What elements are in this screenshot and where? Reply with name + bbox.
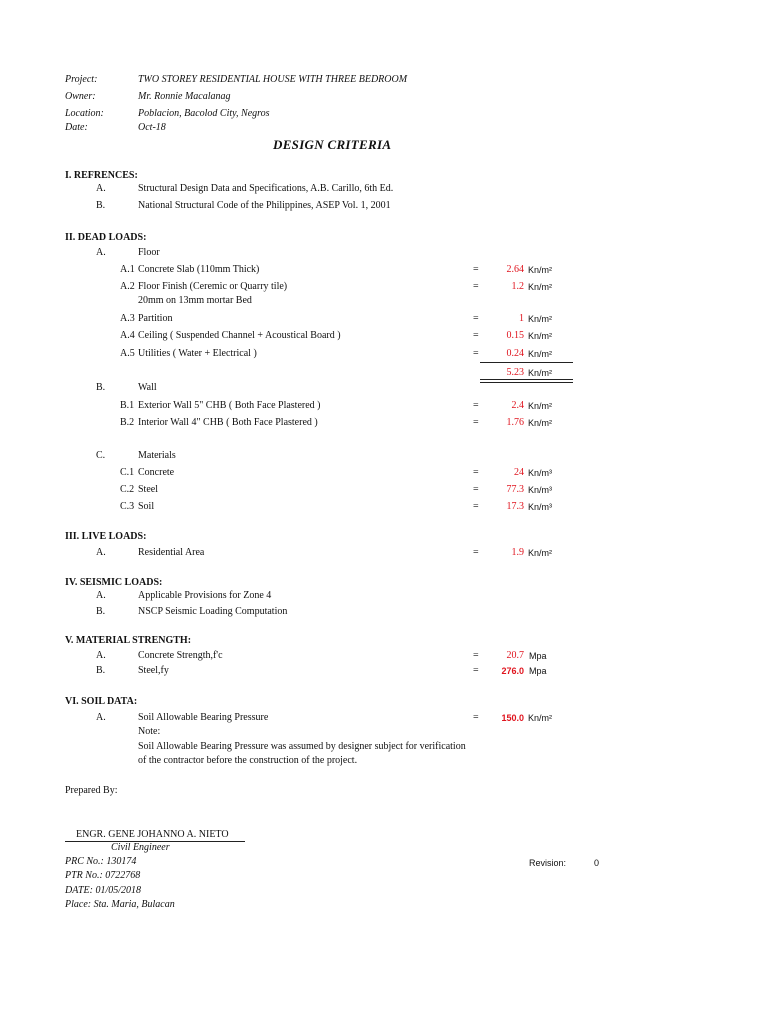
wall-letter: B. (96, 382, 106, 393)
references-heading: I. REFRENCES: (65, 170, 138, 181)
floor-total-unit: Kn/m² (528, 368, 553, 378)
a5-text: Utilities ( Water + Electrical ) (138, 348, 257, 359)
a3-unit: Kn/m² (528, 314, 553, 324)
live-a-unit: Kn/m² (528, 548, 553, 558)
wall-label: Wall (138, 382, 157, 393)
equals-sign: = (473, 330, 479, 341)
soil-a-unit: Kn/m² (528, 713, 553, 723)
equals-sign: = (473, 467, 479, 478)
owner-label: Owner: (65, 91, 96, 102)
equals-sign: = (473, 348, 479, 359)
materials-label: Materials (138, 450, 176, 461)
floor-letter: A. (96, 247, 106, 258)
ref-b-letter: B. (96, 200, 106, 211)
location-label: Location: (65, 108, 104, 119)
ms-b-unit: Mpa (529, 666, 547, 676)
a4-unit: Kn/m² (528, 331, 553, 341)
floor-label: Floor (138, 247, 160, 258)
live-a-text: Residential Area (138, 547, 205, 558)
seismic-b-text: NSCP Seismic Loading Computation (138, 606, 288, 617)
a3-text: Partition (138, 313, 173, 324)
ms-b-value: 276.0 (501, 666, 524, 676)
c2-value: 77.3 (506, 484, 524, 495)
note-line-2: of the contractor before the construction of the project. (138, 755, 358, 766)
live-a-letter: A. (96, 547, 106, 558)
equals-sign: = (473, 264, 479, 275)
ptr-number: PTR No.: 0722768 (65, 870, 141, 881)
a2-value: 1.2 (511, 281, 524, 292)
c2-text: Steel (138, 484, 158, 495)
a2-unit: Kn/m² (528, 282, 553, 292)
soil-a-value: 150.0 (501, 713, 524, 723)
c3-unit: Kn/m³ (528, 502, 553, 512)
a1-value: 2.64 (506, 264, 524, 275)
b1-text: Exterior Wall 5" CHB ( Both Face Plastered ) (138, 400, 321, 411)
a2-code: A.2 (120, 281, 135, 292)
ms-a-value: 20.7 (506, 650, 524, 661)
live-a-value: 1.9 (511, 547, 524, 558)
a5-code: A.5 (120, 348, 135, 359)
a5-unit: Kn/m² (528, 349, 553, 359)
prepared-by-label: Prepared By: (65, 785, 118, 796)
project-label: Project: (65, 74, 98, 85)
seismic-a-letter: A. (96, 590, 106, 601)
b2-text: Interior Wall 4" CHB ( Both Face Plastered ) (138, 417, 318, 428)
live-loads-heading: III. LIVE LOADS: (65, 531, 147, 542)
signature-place: Place: Sta. Maria, Bulacan (65, 899, 175, 910)
date-value: Oct-18 (138, 122, 166, 133)
signature-date: DATE: 01/05/2018 (65, 885, 142, 896)
a1-text: Concrete Slab (110mm Thick) (138, 264, 260, 275)
ms-b-letter: B. (96, 665, 106, 676)
document-title: DESIGN CRITERIA (273, 137, 392, 152)
ms-a-letter: A. (96, 650, 106, 661)
seismic-b-letter: B. (96, 606, 106, 617)
note-label: Note: (138, 726, 161, 737)
ref-a-letter: A. (96, 183, 106, 194)
owner-value: Mr. Ronnie Macalanag (138, 91, 231, 102)
equals-sign: = (473, 400, 479, 411)
a4-code: A.4 (120, 330, 135, 341)
c1-unit: Kn/m³ (528, 468, 553, 478)
ms-a-text: Concrete Strength,f'c (138, 650, 223, 661)
engineer-role: Civil Engineer (111, 842, 170, 853)
seismic-heading: IV. SEISMIC LOADS: (65, 577, 163, 588)
a4-text: Ceiling ( Suspended Channel + Acoustical Board ) (138, 330, 341, 341)
soil-a-text: Soil Allowable Bearing Pressure (138, 712, 269, 723)
a1-unit: Kn/m² (528, 265, 553, 275)
note-line-1: Soil Allowable Bearing Pressure was assumed by designer subject for verification (138, 741, 466, 752)
c2-unit: Kn/m³ (528, 485, 553, 495)
equals-sign: = (473, 417, 479, 428)
b1-code: B.1 (120, 400, 135, 411)
ref-b-text: National Structural Code of the Philippines, ASEP Vol. 1, 2001 (138, 200, 391, 211)
project-value: TWO STOREY RESIDENTIAL HOUSE WITH THREE BEDROOM (138, 74, 408, 85)
c2-code: C.2 (120, 484, 135, 495)
b2-unit: Kn/m² (528, 418, 553, 428)
equals-sign: = (473, 547, 479, 558)
date-label: Date: (65, 122, 88, 133)
floor-total-value: 5.23 (506, 367, 524, 378)
c3-code: C.3 (120, 501, 135, 512)
seismic-a-text: Applicable Provisions for Zone 4 (138, 590, 272, 601)
revision-label: Revision: (529, 858, 567, 868)
c1-text: Concrete (138, 467, 175, 478)
a4-value: 0.15 (506, 330, 524, 341)
total-double-rule (480, 382, 573, 383)
ms-a-unit: Mpa (529, 651, 547, 661)
soil-heading: VI. SOIL DATA: (65, 696, 138, 707)
equals-sign: = (473, 281, 479, 292)
subtotal-rule (480, 362, 573, 363)
c1-value: 24 (514, 467, 524, 478)
ms-b-text: Steel,fy (138, 665, 169, 676)
equals-sign: = (473, 501, 479, 512)
material-strength-heading: V. MATERIAL STRENGTH: (65, 635, 192, 646)
soil-a-letter: A. (96, 712, 106, 723)
c3-value: 17.3 (506, 501, 524, 512)
a2-subtext: 20mm on 13mm mortar Bed (138, 295, 252, 306)
b1-value: 2.4 (511, 400, 524, 411)
equals-sign: = (473, 665, 479, 676)
a3-code: A.3 (120, 313, 135, 324)
equals-sign: = (473, 712, 479, 723)
dead-loads-heading: II. DEAD LOADS: (65, 232, 147, 243)
c1-code: C.1 (120, 467, 135, 478)
c3-text: Soil (138, 501, 155, 512)
a3-value: 1 (519, 313, 524, 324)
engineer-name: ENGR. GENE JOHANNO A. NIETO (76, 829, 229, 840)
equals-sign: = (473, 484, 479, 495)
equals-sign: = (473, 650, 479, 661)
b1-unit: Kn/m² (528, 401, 553, 411)
a1-code: A.1 (120, 264, 135, 275)
b2-code: B.2 (120, 417, 135, 428)
location-value: Poblacion, Bacolod City, Negros (138, 108, 270, 119)
prc-number: PRC No.: 130174 (65, 856, 137, 867)
revision-value: 0 (594, 858, 600, 868)
ref-a-text: Structural Design Data and Specifications, A.B. Carillo, 6th Ed. (138, 183, 394, 194)
equals-sign: = (473, 313, 479, 324)
a2-text: Floor Finish (Ceremic or Quarry tile) (138, 281, 288, 292)
materials-letter: C. (96, 450, 106, 461)
b2-value: 1.76 (506, 417, 524, 428)
total-double-rule (480, 379, 573, 380)
a5-value: 0.24 (506, 348, 524, 359)
